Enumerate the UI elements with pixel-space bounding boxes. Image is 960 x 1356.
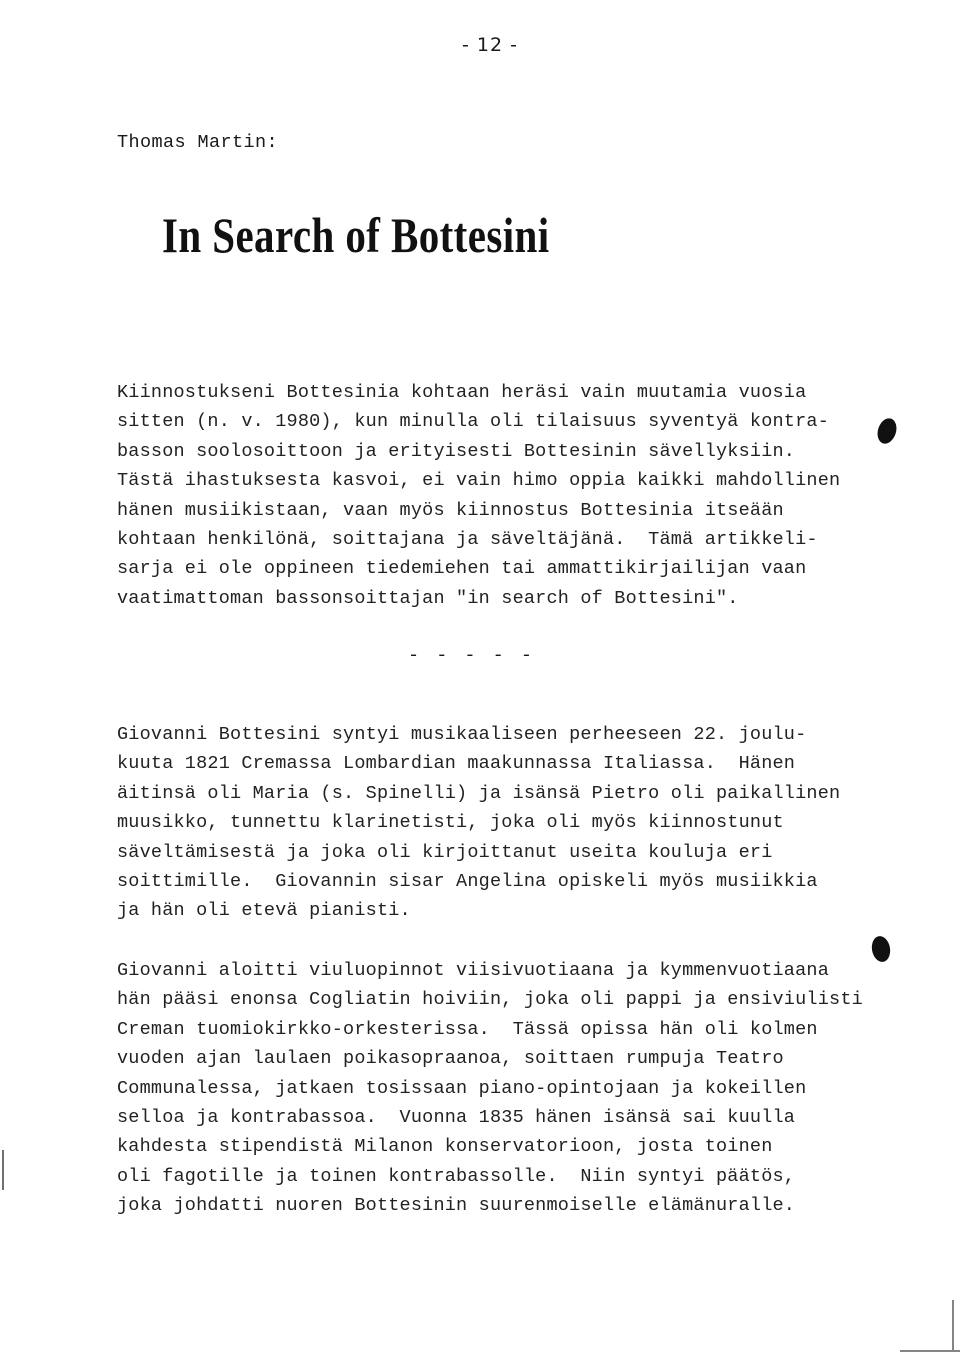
text-line: kahdesta stipendistä Milanon konservatorioon, josta toinen — [117, 1136, 773, 1158]
text-line: äitinsä oli Maria (s. Spinelli) ja isänsä Pietro oli paikallinen — [117, 782, 841, 804]
text-line: oli fagotille ja toinen kontrabassolle. Niin syntyi päätös, — [117, 1165, 796, 1187]
ink-blot — [870, 935, 892, 964]
text-line: Giovanni Bottesini syntyi musikaaliseen perheeseen 22. joulu- — [117, 724, 807, 745]
text-line: basson soolosoittoon ja erityisesti Bottesinin sävellyksiin. — [117, 440, 796, 462]
text-line: sitten (n. v. 1980), kun minulla oli tilaisuus syventyä kontra- — [117, 411, 830, 433]
text-line: Communalessa, jatkaen tosissaan piano-opintojaan ja kokeillen — [117, 1077, 807, 1099]
text-line: soittimille. Giovannin sisar Angelina opiskeli myös musiikkia — [117, 870, 818, 892]
page-number: - 12 - — [462, 34, 518, 56]
text-line: hänen musiikistaan, vaan myös kiinnostus Bottesinia itseään — [117, 499, 784, 521]
scan-edge-mark — [900, 1350, 960, 1352]
text-line: kuuta 1821 Cremassa Lombardian maakunnassa Italiassa. Hänen — [117, 753, 796, 775]
text-line: Tästä ihastuksesta kasvoi, ei vain himo oppia kaikki mahdollinen — [117, 470, 841, 492]
ink-blot — [874, 416, 899, 446]
section-separator: - - - - - — [408, 645, 535, 666]
text-line: kohtaan henkilönä, soittajana ja säveltäjänä. Tämä artikkeli- — [117, 528, 818, 550]
text-line: vaatimattoman bassonsoittajan "in search of Bottesini". — [117, 587, 739, 609]
text-line: hän pääsi enonsa Cogliatin hoiviin, joka oli pappi ja ensiviulisti — [117, 989, 863, 1011]
text-line: joka johdatti nuoren Bottesinin suurenmoiselle elämänuralle. — [117, 1195, 796, 1217]
scan-edge-mark — [2, 1150, 4, 1190]
text-line: Kiinnostukseni Bottesinia kohtaan heräsi vain muutamia vuosia — [117, 382, 807, 403]
text-line: Creman tuomiokirkko-orkesterissa. Tässä opissa hän oli kolmen — [117, 1018, 818, 1040]
paragraph-birth — [117, 720, 840, 926]
text-line: ja hän oli etevä pianisti. — [117, 900, 411, 922]
text-line: säveltämisestä ja joka oli kirjoittanut useita kouluja eri — [117, 841, 773, 863]
author-byline: Thomas Martin: — [117, 132, 279, 153]
paragraph-early-studies — [117, 956, 863, 1221]
text-line: muusikko, tunnettu klarinetisti, joka oli myös kiinnostunut — [117, 812, 784, 834]
text-line: vuoden ajan laulaen poikasopraanoa, soittaen rumpuja Teatro — [117, 1048, 784, 1070]
article-title: In Search of Bottesini — [162, 207, 550, 263]
paragraph-introduction — [117, 378, 840, 613]
scan-edge-mark — [952, 1300, 954, 1350]
text-line: selloa ja kontrabassoa. Vuonna 1835 hänen isänsä sai kuulla — [117, 1106, 796, 1128]
text-line: Giovanni aloitti viuluopinnot viisivuotiaana ja kymmenvuotiaana — [117, 960, 830, 981]
text-line: sarja ei ole oppineen tiedemiehen tai ammattikirjailijan vaan — [117, 558, 807, 580]
